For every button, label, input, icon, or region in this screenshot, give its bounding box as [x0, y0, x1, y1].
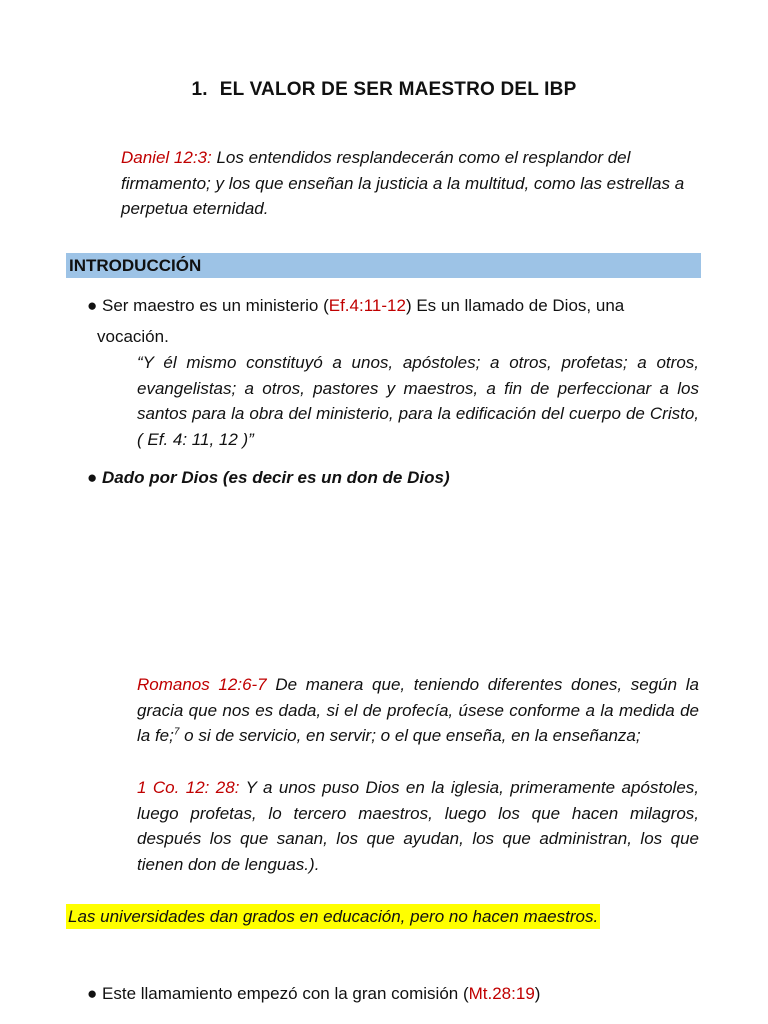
bullet-dot: ●	[87, 468, 98, 487]
bullet-dot: ●	[87, 984, 98, 1003]
corintios-text: Y a unos puso Dios en la iglesia, primeramente apóstoles, luego profetas, lo tercero maestros, luego los que hacen milagros, después los que sanan, los que ayudan, los que administran, los que tienen don de lenguas.).	[137, 778, 700, 874]
corintios-reference: 1 Co. 12: 28:	[137, 778, 240, 797]
bullet-text: Dado por Dios (es decir es un don de Dios)	[97, 468, 450, 487]
romanos-reference: Romanos 12:6-7	[137, 675, 267, 694]
bullet-text-continued: )	[534, 984, 541, 1003]
romanos-text-continued: o si de servicio, en servir; o el que enseña, en la enseñanza;	[179, 726, 641, 745]
romanos-text: De manera que, teniendo diferentes dones, según la gracia que nos es dada, si el de profecía, úsese conforme a la medida de la fe;	[137, 675, 699, 745]
bullet-text: Ser maestro es un ministerio (	[97, 296, 329, 315]
bullet-reference: Ef.4:11-12	[328, 296, 406, 315]
bullet-ministerio-line2: vocación.	[97, 327, 169, 346]
quote-efesios: “Y él mismo constituyó a unos, apóstoles; a otros, profetas; a otros, evangelistas; a otros, pastores y maestros, a fin de perfeccionar a los santos para la obra del ministerio, para la edificación del cuerpo de Cristo, ( Ef. 4: 11, 12 )”	[137, 353, 699, 449]
bullet-text: Este llamamiento empezó con la gran comisión (	[97, 984, 469, 1003]
bullet-dot: ●	[87, 296, 98, 315]
bullet-reference: Mt.28:19	[468, 984, 535, 1003]
quote-romanos	[137, 672, 699, 749]
quote-corintios	[137, 775, 699, 877]
bullet-ministerio	[87, 291, 701, 321]
section-heading-introduccion: INTRODUCCIÓN	[66, 253, 701, 278]
epigraph	[121, 145, 699, 222]
verse-number: 7	[173, 726, 180, 738]
title-text: EL VALOR DE SER MAESTRO DEL IBP	[219, 79, 577, 100]
epigraph-text: Los entendidos resplandecerán como el resplandor del firmamento; y los que enseñan la justicia a la multitud, como las estrellas a perpetua eternidad.	[121, 148, 685, 218]
bullet-gran-comision	[87, 981, 701, 1007]
epigraph-reference: Daniel 12:3:	[121, 148, 212, 167]
bullet-dado-por-dios	[87, 465, 701, 491]
title-number: 1.	[191, 79, 208, 100]
bullet-text-continued: ) Es un llamado de Dios, una	[405, 296, 625, 315]
highlighted-statement: Las universidades dan grados en educación, pero no hacen maestros.	[66, 904, 600, 929]
page-title	[0, 79, 768, 101]
